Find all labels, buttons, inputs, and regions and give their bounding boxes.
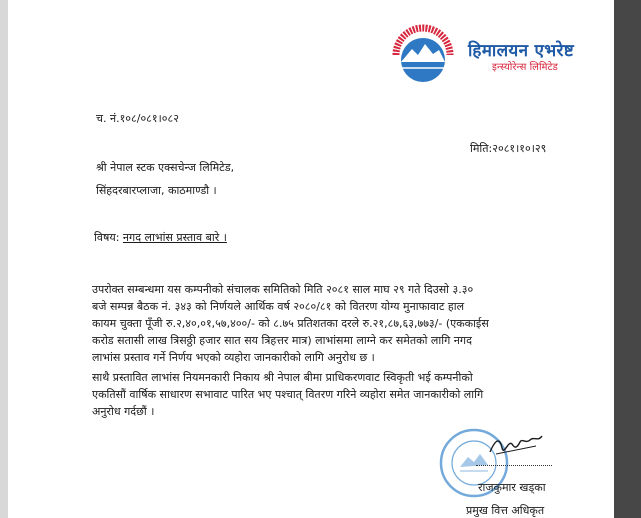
signature-line [476,465,552,466]
recipient-line-2: सिंहदरबारप्लाजा, काठमाण्डौ । [96,184,217,197]
recipient-line-1: श्री नेपाल स्टक एक्सचेन्ज लिमिटेड, [96,161,235,174]
signature-icon [486,430,546,460]
letter-page [8,0,614,518]
reference-number: च. नं.१०८/०८१।०८२ [96,112,179,125]
paragraph-line: एकतिसौं वार्षिक साधारण सभावाट पारित भए पश्चात् वितरण गरिने व्यहोरा समेत जानकारीको लागि [92,388,484,401]
paragraph-line: कायम चुक्ता पूँजी रु.२,४०,०१,५७,४००/- को ८.७५ प्रतिशतका दरले रु.२१,८७,६३,७७३/- (एककाईस [92,317,489,330]
company-logo-icon [392,24,454,86]
scan-left-edge [0,0,8,518]
body-paragraph-1 [92,281,489,366]
body-paragraph-2 [92,369,483,420]
signer-title: प्रमुख वित्त अधिकृत [466,504,545,517]
company-name: हिमालयन एभरेष्ट [468,41,574,61]
letter-date: मिति:२०८१।१०।२९ [470,142,547,155]
paragraph-line: लाभांस प्रस्ताव गर्ने निर्णय भएको व्यहोरा जानकारीको लागि अनुरोध छ । [92,351,375,364]
paragraph-line: अनुरोध गर्दछौं । [92,405,155,418]
company-subtitle: इन्स्योरेन्स लिमिटेड [492,62,558,73]
signer-name: राजकुमार खड्का [478,481,546,494]
subject-label: विषय: [94,231,120,244]
paragraph-line: साथै प्रस्तावित लाभांस नियमनकारी निकाय श्री नेपाल बीमा प्राधिकरणवाट स्विकृती भई कम्पनीको [92,371,473,384]
subject-text: नगद लाभांस प्रस्ताव बारे । [122,231,227,244]
paragraph-line: बजे सम्पन्न बैठक नं. ३४३ को निर्णयले आर्थिक वर्ष २०८०/८१ को वितरण योग्य मुनाफावाट हाल [92,300,465,313]
paragraph-line: उपरोक्त सम्बन्धमा यस कम्पनीको संचालक समितिको मिति २०८१ साल माघ २९ गते दिउसो ३.३० [92,283,474,296]
subject-line [94,230,227,245]
scan-right-margin [614,0,641,518]
paragraph-line: करोड सतासी लाख त्रिसठ्ठी हजार सात सय त्रिहत्तर मात्र) लाभांसमा लाग्ने कर समेतको लागि नगद [92,334,472,347]
